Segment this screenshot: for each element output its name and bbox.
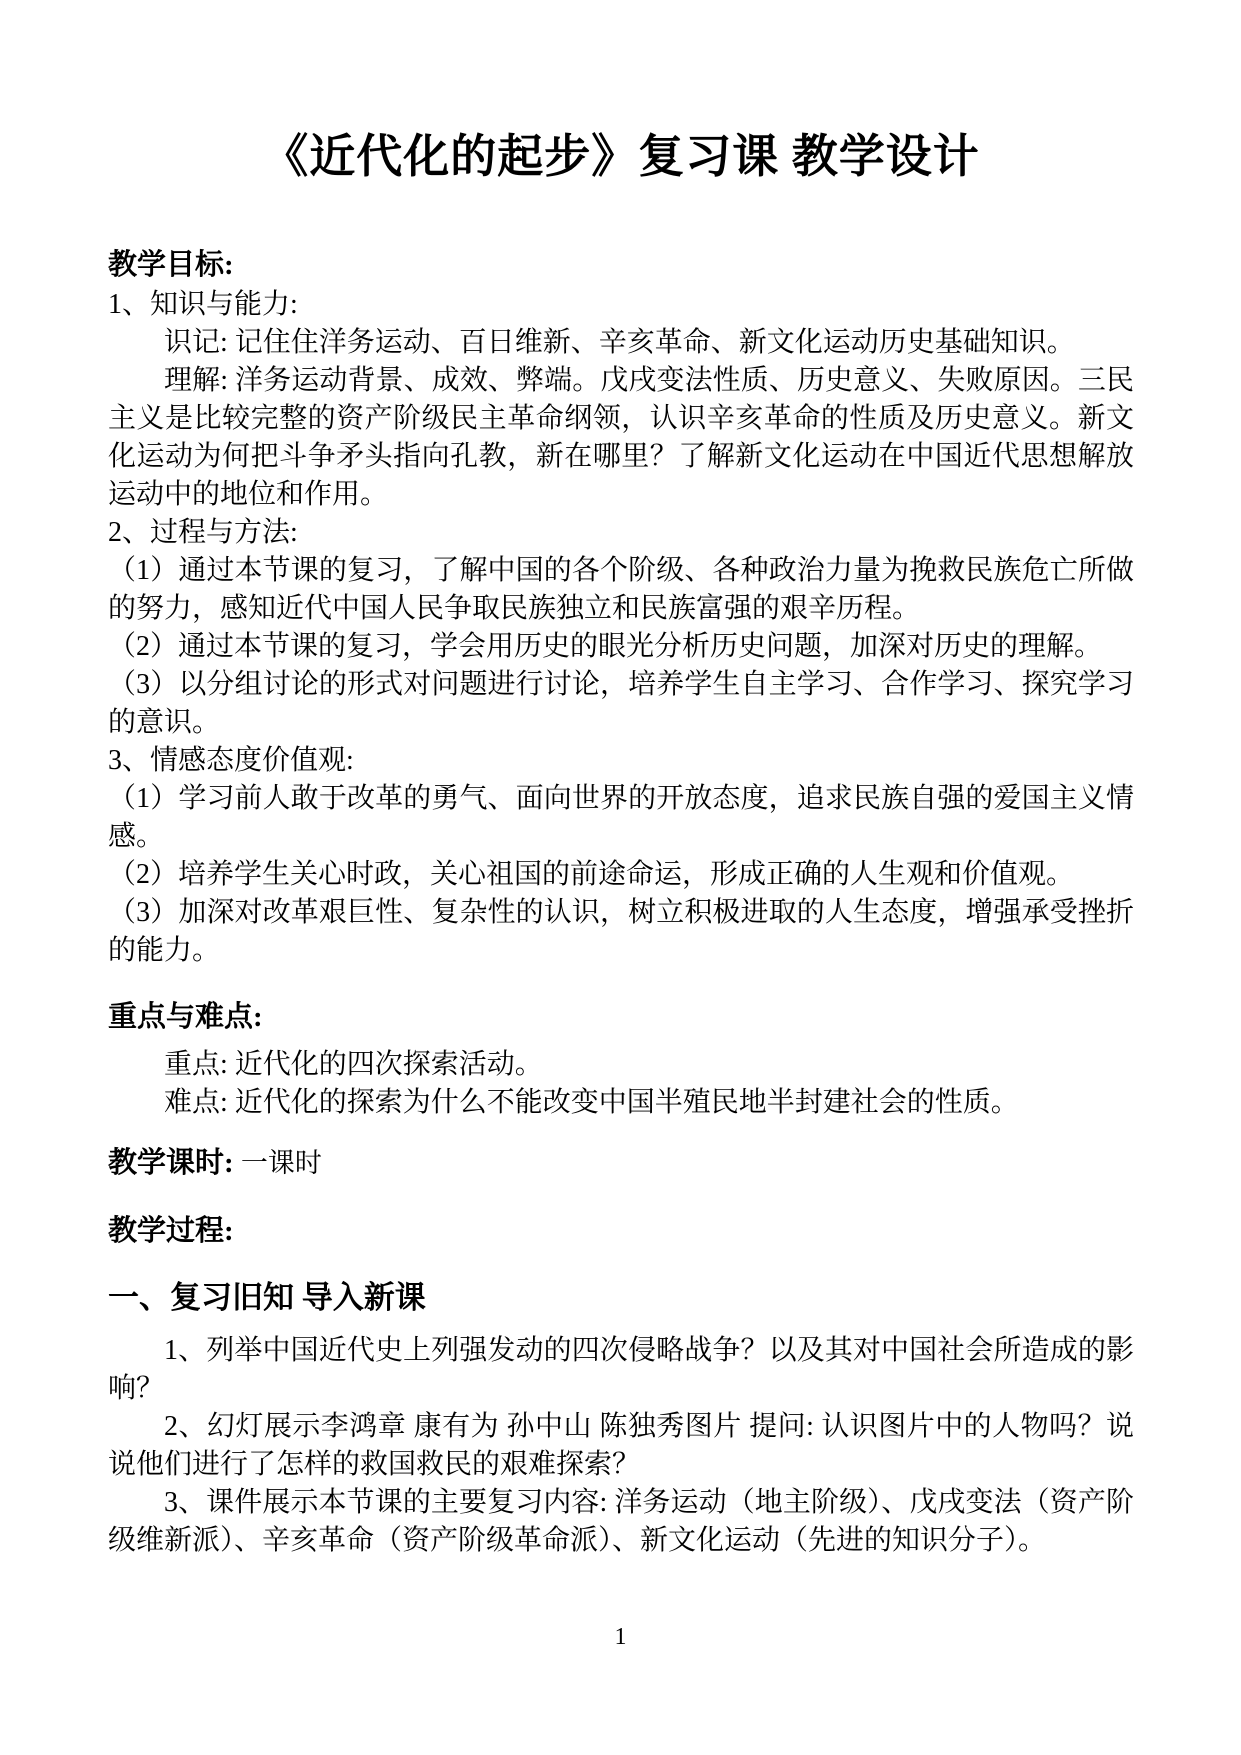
page-title: 《近代化的起步》复习课 教学设计 (262, 131, 980, 182)
key-point-difficulty: 难点: 近代化的探索为什么不能改变中国半殖民地半封建社会的性质。 (164, 1087, 1019, 1118)
emotion-values-label: 3、情感态度价值观: (108, 745, 354, 776)
key-point-focus: 重点: 近代化的四次探索活动。 (164, 1049, 543, 1080)
knowledge-item-understand: 理解: 洋务运动背景、成效、弊端。戊戌变法性质、历史意义、失败原因。三民主义是比较完整的资产阶级民主革命纲领，认识辛亥革命的性质及历史意义。新文化运动为何把斗争矛头指向孔教，新在哪里？了解新文化运动在中国近代思想解放运动中的地位和作用。 (108, 365, 1134, 510)
step-one-item-1: 1、列举中国近代史上列强发动的四次侵略战争？以及其对中国社会所造成的影响？ (108, 1335, 1134, 1404)
process-method-label: 2、过程与方法: (108, 517, 298, 548)
process-item-1: （1）通过本节课的复习，了解中国的各个阶级、各种政治力量为挽救民族危亡所做的努力，感知近代中国人民争取民族独立和民族富强的艰辛历程。 (108, 555, 1134, 624)
step-one-item-2: 2、幻灯展示李鸿章 康有为 孙中山 陈独秀图片 提问: 认识图片中的人物吗？说说他们进行了怎样的救国救民的艰难探索？ (108, 1411, 1134, 1480)
teaching-process-heading: 教学过程: (108, 1215, 234, 1247)
step-one-item-3: 3、课件展示本节课的主要复习内容: 洋务运动（地主阶级）、戊戌变法（资产阶级维新派）、辛亥革命（资产阶级革命派）、新文化运动（先进的知识分子）。 (108, 1487, 1134, 1556)
class-hours-label: 教学课时: (108, 1147, 234, 1179)
page-number: 1 (614, 1624, 627, 1650)
document-content (108, 126, 1134, 1560)
class-hours-line (108, 1142, 1134, 1184)
emotion-item-2: （2）培养学生关心时政，关心祖国的前途命运，形成正确的人生观和价值观。 (108, 859, 1075, 890)
emotion-item-1: （1）学习前人敢于改革的勇气、面向世界的开放态度，追求民族自强的爱国主义情感。 (108, 783, 1134, 852)
step-one-heading: 一、复习旧知 导入新课 (108, 1280, 426, 1315)
process-item-2: （2）通过本节课的复习，学会用历史的眼光分析历史问题，加深对历史的理解。 (108, 631, 1103, 662)
process-item-3: （3）以分组讨论的形式对问题进行讨论，培养学生自主学习、合作学习、探究学习的意识。 (108, 669, 1134, 738)
emotion-item-3: （3）加深对改革艰巨性、复杂性的认识，树立积极进取的人生态度，增强承受挫折的能力。 (108, 897, 1134, 966)
objectives-heading: 教学目标: (108, 249, 234, 281)
class-hours-value: 一课时 (240, 1148, 322, 1178)
knowledge-item-memorize: 识记: 记住住洋务运动、百日维新、辛亥革命、新文化运动历史基础知识。 (164, 327, 1075, 358)
key-points-heading: 重点与难点: (108, 1001, 263, 1033)
knowledge-ability-label: 1、知识与能力: (108, 289, 298, 320)
